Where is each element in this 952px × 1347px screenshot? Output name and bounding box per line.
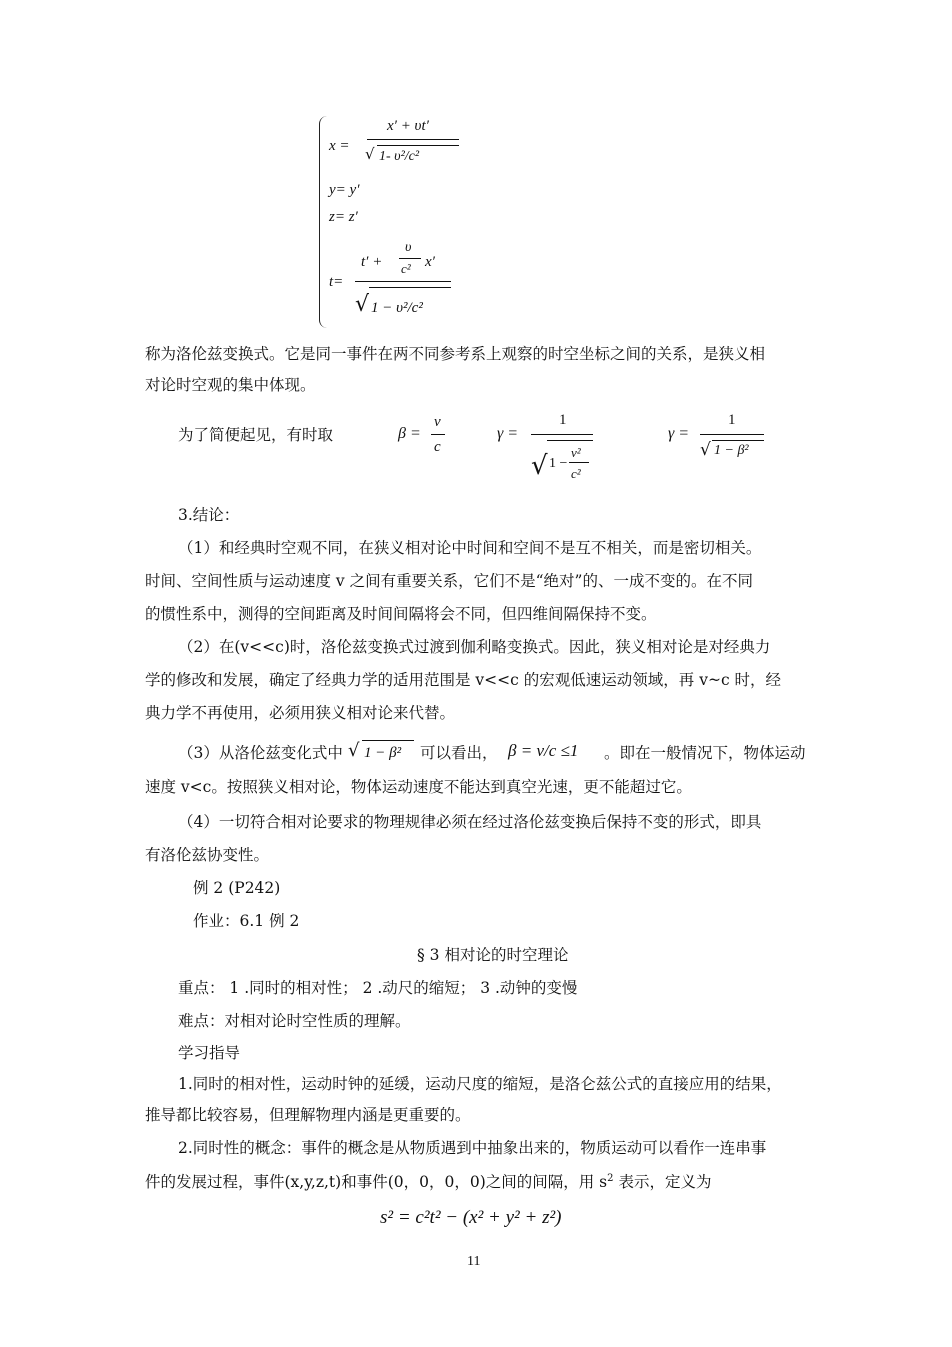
beta-denominator: c xyxy=(434,439,441,455)
conclusion-3-text-b: 可以看出， xyxy=(420,744,498,762)
beta-lhs: β = xyxy=(398,425,421,442)
lorentz-t-inner-num: υ xyxy=(405,240,412,255)
lorentz-x-sqrt-sign: √ xyxy=(365,145,375,163)
homework-reference: 作业：6.1 例 2 xyxy=(193,912,300,930)
left-brace xyxy=(319,116,328,328)
key-points: 重点： 1 .同时的相对性； 2 .动尺的缩短； 3 .动钟的变慢 xyxy=(178,979,578,997)
guide-heading: 学习指导 xyxy=(178,1044,241,1062)
conclusion-4-line: （4）一切符合相对论要求的物理规律必须在经过洛伦兹变换后保持不变的形式，即具 xyxy=(178,813,762,831)
guide-2-text-a: 件的发展过程，事件(x,y,z,t)和事件(0，0，0，0)之间的间隔，用 s xyxy=(145,1173,608,1192)
interval-formula: s² = c²t² − (x² + y² + z²) xyxy=(380,1207,562,1228)
paragraph-line: 对论时空观的集中体现。 xyxy=(145,376,316,394)
conclusion-3-line: 速度 v<c。按照狭义相对论，物体运动速度不能达到真空光速，更不能超过它。 xyxy=(145,778,692,796)
lorentz-x-fraction-bar xyxy=(367,139,459,140)
gamma1-inner-bar xyxy=(569,462,589,463)
gamma-definition-beta xyxy=(668,410,778,466)
conclusion-1-line: 的惯性系中，测得的空间距离及时间间隔将会不同，但四维间隔保持不变。 xyxy=(145,605,657,623)
paragraph-line: 称为洛伦兹变换式。它是同一事件在两不同参考系上观察的时空坐标之间的关系，是狭义相 xyxy=(145,345,766,363)
conclusion-2-line: 学的修改和发展，确定了经典力学的适用范围是 v<<c 的宏观低速运动领域，再 v~c 时，经 xyxy=(145,671,782,689)
lorentz-transformation-system xyxy=(315,112,485,330)
page-number: 11 xyxy=(467,1254,481,1269)
lorentz-t-fraction-bar xyxy=(355,281,451,282)
gamma1-lhs: γ = xyxy=(497,425,519,442)
lorentz-t-inner-den: c² xyxy=(401,261,411,276)
beta-fraction-bar xyxy=(431,434,445,435)
beta-definition xyxy=(398,412,458,462)
lorentz-y-row: y= y′ xyxy=(329,182,360,198)
lorentz-x-sqrt-bar xyxy=(377,145,459,146)
conclusion-3-sqrt-sign: √ xyxy=(348,740,360,761)
conclusion-2-line: （2）在(v<<c)时，洛伦兹变换式过渡到伽利略变换式。因此，狭义相对论是对经典力 xyxy=(178,638,771,656)
gamma1-den-den: c² xyxy=(571,466,581,481)
conclusion-4-line: 有洛伦兹协变性。 xyxy=(145,846,270,864)
difficulty-points: 难点：对相对论时空性质的理解。 xyxy=(178,1012,411,1030)
guide-1-line: 推导都比较容易，但理解物理内涵是更重要的。 xyxy=(145,1106,471,1124)
lorentz-x-lhs: x = xyxy=(329,138,350,154)
lorentz-t-sqrt-bar xyxy=(369,287,451,288)
example-reference: 例 2 (P242) xyxy=(193,879,281,897)
lorentz-t-lhs: t= xyxy=(329,274,344,290)
gamma2-lhs: γ = xyxy=(668,425,690,442)
guide-1-line: 1.同时的相对性，运动时钟的延缓，运动尺度的缩短，是洛仑兹公式的直接应用的结果， xyxy=(178,1075,782,1093)
lorentz-x-numerator: x′ + υt′ xyxy=(387,118,429,134)
simplify-label: 为了简便起见，有时取 xyxy=(178,426,334,444)
conclusion-3-formula: β = v/c ≤1 xyxy=(508,741,579,760)
gamma1-sqrt-sign: √ xyxy=(531,451,548,481)
gamma1-den-a: 1 − xyxy=(549,456,568,471)
conclusion-heading: 3.结论： xyxy=(178,506,240,524)
conclusion-2-line: 典力学不再使用，必须用狭义相对论来代替。 xyxy=(145,704,456,722)
gamma2-sqrt-sign: √ xyxy=(700,440,711,460)
guide-2-text-b: 表示，定义为 xyxy=(613,1173,712,1192)
lorentz-t-num-b: x′ xyxy=(425,254,435,270)
lorentz-t-num-a: t′ + xyxy=(361,254,383,270)
lorentz-x-denominator: 1- υ²/c² xyxy=(379,149,420,164)
guide-2-line: 2.同时性的概念：事件的概念是从物质遇到中抽象出来的，物质运动可以看作一连串事 xyxy=(178,1139,767,1157)
guide-2-superscript: 2 xyxy=(607,1173,614,1184)
gamma1-numerator: 1 xyxy=(559,412,567,428)
gamma2-denominator: 1 − β² xyxy=(714,443,749,458)
conclusion-1-line: 时间、空间性质与运动速度 v 之间有重要关系，它们不是“绝对”的、一成不变的。在不同 xyxy=(145,572,753,590)
gamma1-den-num: v² xyxy=(571,445,581,460)
conclusion-1-line: （1）和经典时空观不同，在狭义相对论中时间和空间不是互不相关，而是密切相关。 xyxy=(178,539,762,557)
gamma1-sqrt-bar xyxy=(547,440,593,441)
gamma2-numerator: 1 xyxy=(728,412,736,428)
guide-2-line xyxy=(145,1169,711,1192)
conclusion-3-sqrt-bar xyxy=(362,740,414,741)
lorentz-z-row: z= z′ xyxy=(329,209,358,225)
lorentz-t-denominator: 1 − υ²/c² xyxy=(371,300,423,316)
lorentz-t-sqrt-sign: √ xyxy=(355,292,370,317)
gamma2-fraction-bar xyxy=(700,434,764,435)
section-title: § 3 相对论的时空理论 xyxy=(417,946,569,964)
beta-numerator: v xyxy=(434,414,441,430)
gamma1-fraction-bar xyxy=(531,434,593,435)
conclusion-3-sqrt-content: 1 − β² xyxy=(364,745,402,761)
conclusion-3-text-c: 。即在一般情况下，物体运动 xyxy=(604,744,806,762)
gamma-definition-velocity xyxy=(497,410,607,490)
conclusion-3-text-a: （3）从洛伦兹变化式中 xyxy=(178,744,343,762)
